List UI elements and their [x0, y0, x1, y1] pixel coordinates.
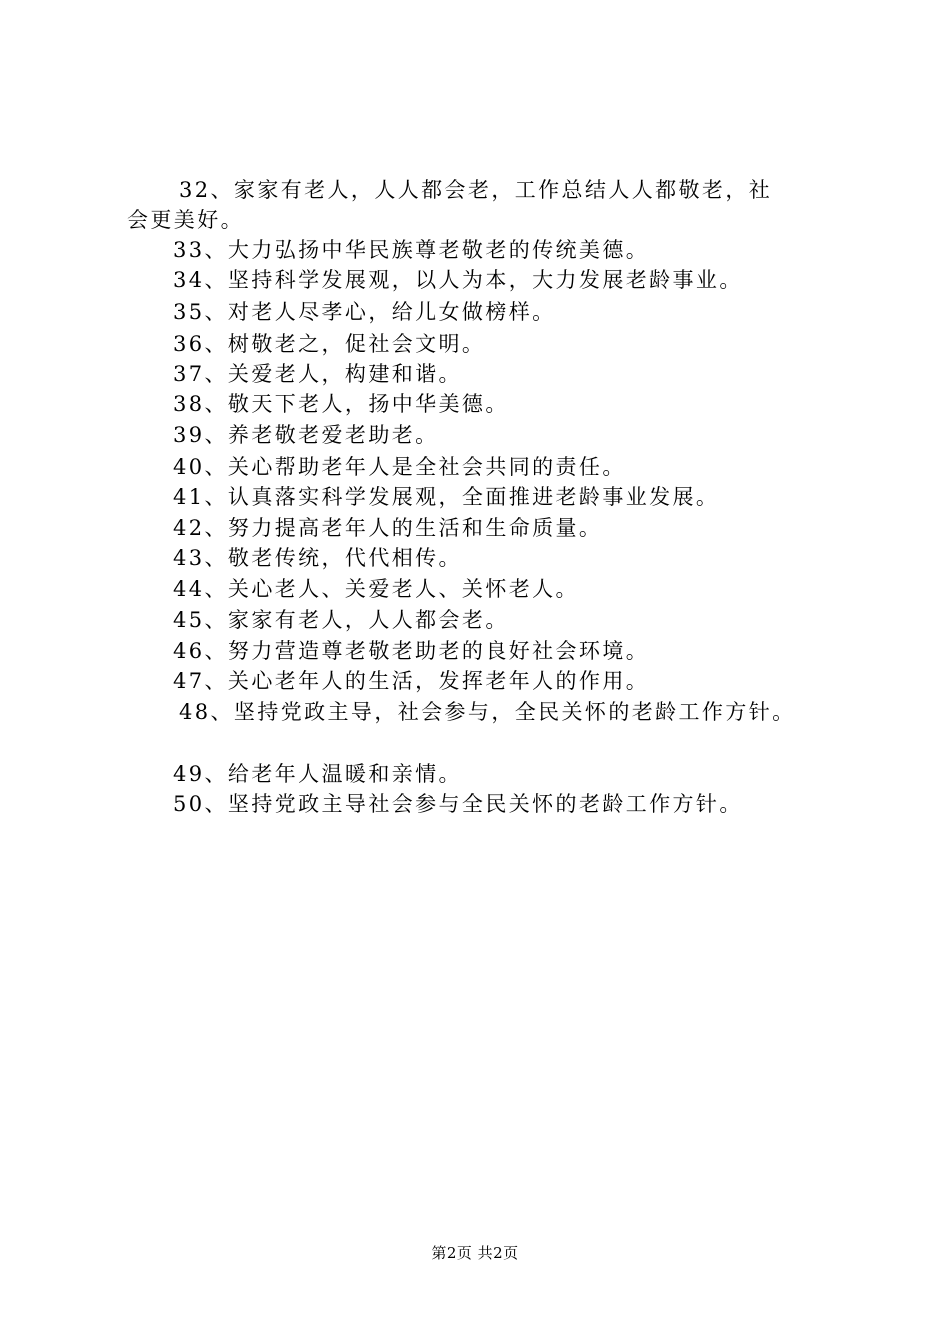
list-item: 44、关心老人、关爱老人、关怀老人。 [173, 577, 579, 601]
list-item: 47、关心老年人的生活，发挥老年人的作用。 [173, 669, 650, 693]
list-item: 40、关心帮助老年人是全社会共同的责任。 [173, 455, 626, 479]
list-item: 39、养老敬老爱老助老。 [173, 423, 439, 447]
list-item: 35、对老人尽孝心，给儿女做榜样。 [173, 300, 556, 324]
list-item: 41、认真落实科学发展观，全面推进老龄事业发展。 [173, 485, 720, 509]
list-item: 49、给老年人温暖和亲情。 [173, 762, 462, 786]
list-item: 37、关爱老人，构建和谐。 [173, 362, 462, 386]
list-item: 34、坚持科学发展观，以人为本，大力发展老龄事业。 [173, 268, 743, 292]
list-item: 42、努力提高老年人的生活和生命质量。 [173, 516, 603, 540]
list-item: 33、大力弘扬中华民族尊老敬老的传统美德。 [173, 238, 650, 262]
list-item: 48、坚持党政主导，社会参与，全民关怀的老龄工作方针。 [179, 700, 796, 724]
list-item-continuation: 会更美好。 [127, 208, 244, 232]
list-item: 50、坚持党政主导社会参与全民关怀的老龄工作方针。 [173, 792, 743, 816]
list-item: 43、敬老传统，代代相传。 [173, 546, 462, 570]
list-item: 36、树敬老之，促社会文明。 [173, 332, 486, 356]
list-item: 38、敬天下老人，扬中华美德。 [173, 392, 509, 416]
page-footer: 第2页 共2页 [431, 1244, 519, 1262]
list-item: 46、努力营造尊老敬老助老的良好社会环境。 [173, 639, 650, 663]
list-item: 32、家家有老人，人人都会老，工作总结人人都敬老，社 [179, 178, 773, 202]
list-item: 45、家家有老人，人人都会老。 [173, 608, 509, 632]
